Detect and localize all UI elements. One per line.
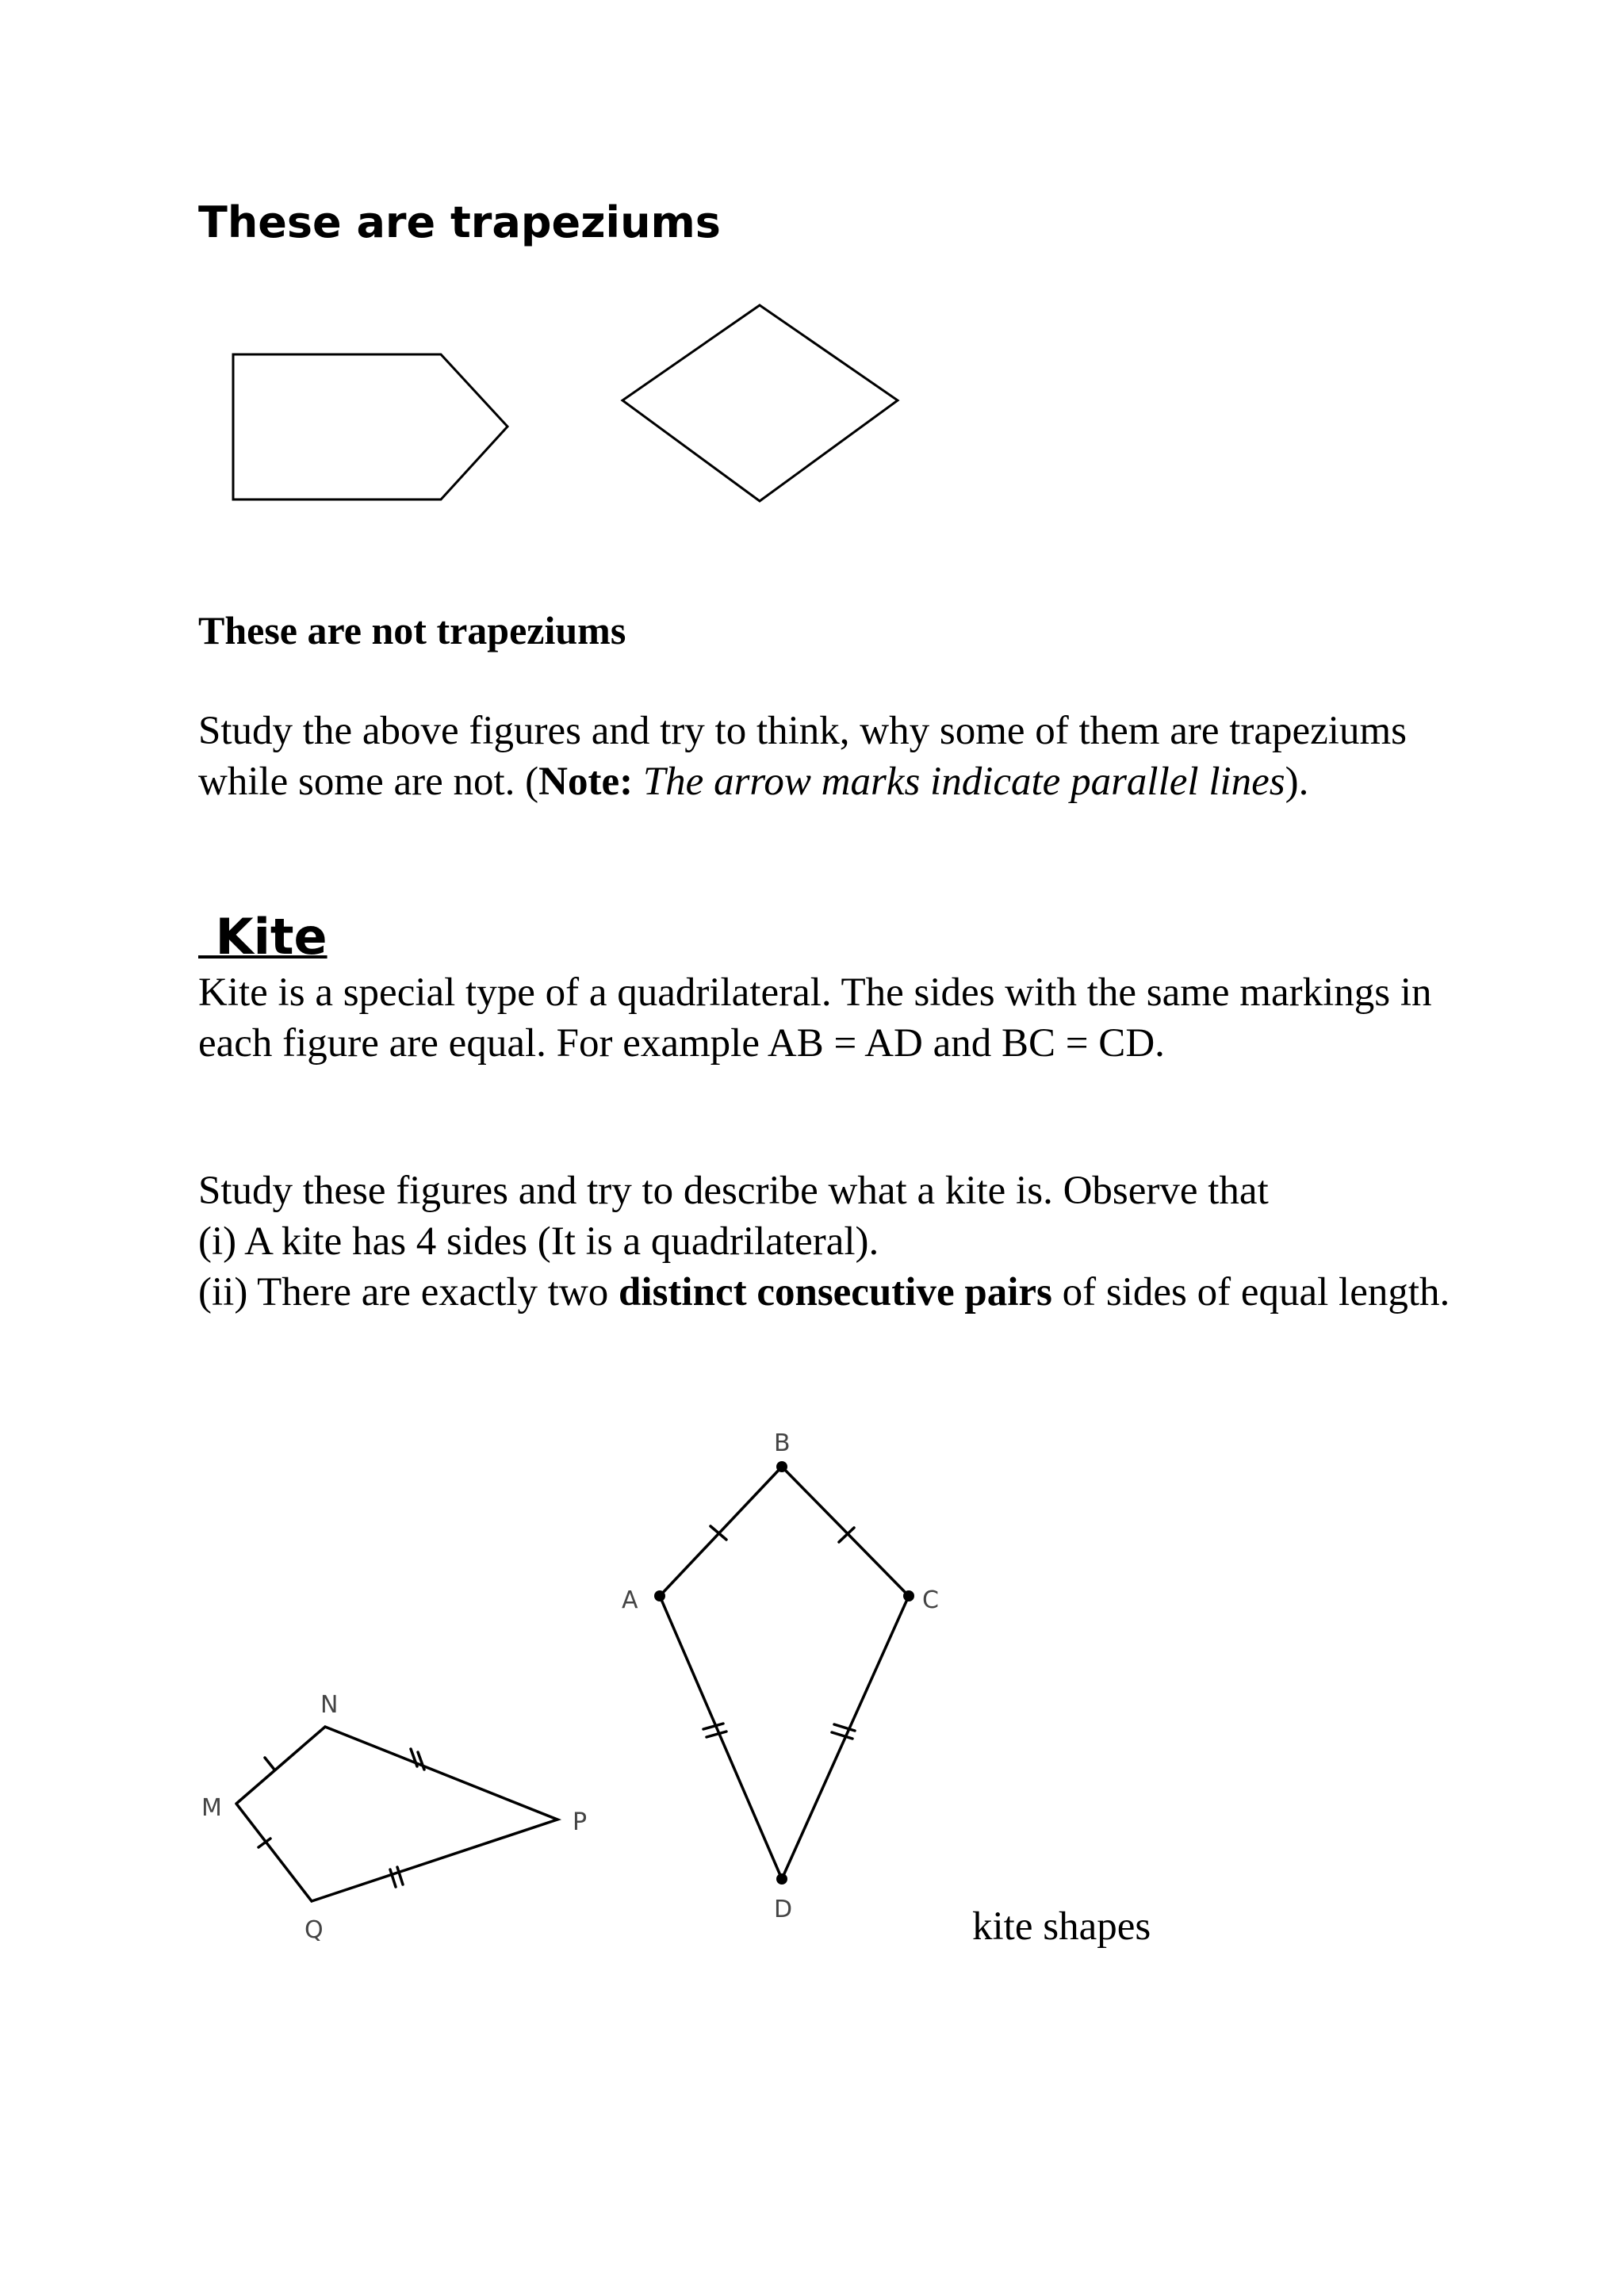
observe-item-2-before: (ii) There are exactly two (198, 1270, 619, 1314)
vertex-label-c: C (922, 1586, 939, 1614)
kite-mnpq (236, 1727, 557, 1901)
observe-item-2-bold: distinct consecutive pairs (619, 1270, 1052, 1314)
kite-heading: Kite (198, 908, 327, 966)
pentagon-shape (233, 354, 508, 499)
observe-intro: Study these figures and try to describe what a kite is. Observe that (198, 1169, 1269, 1213)
observe-item-2-after: of sides of equal length. (1051, 1270, 1450, 1314)
kite-figures (0, 1411, 1624, 1966)
observe-paragraph (198, 1165, 1451, 1318)
observe-item-1: (i) A kite has 4 sides (It is a quadrilateral). (198, 1219, 879, 1264)
trapezium-figures (0, 285, 1624, 523)
vertex-label-q: Q (304, 1916, 324, 1944)
study-text-before: Study the above figures and try to think, why some of them are trapeziums while some are not. ( (198, 709, 1407, 804)
kite-caption: kite shapes (972, 1904, 1151, 1949)
vertex-label-n: N (320, 1691, 339, 1719)
observe-item-2 (198, 1267, 1451, 1318)
trapeziums-heading: These are trapeziums (198, 197, 721, 247)
vertex-label-p: P (573, 1808, 588, 1836)
study-paragraph (198, 706, 1451, 807)
note-text: The arrow marks indicate parallel lines (633, 760, 1285, 804)
note-label: Note: (538, 760, 634, 804)
kite-paragraph: Kite is a special type of a quadrilateral. The sides with the same markings in each figure are equal. For example AB = AD and BC = CD. (198, 970, 1432, 1066)
vertex-label-d: D (774, 1896, 793, 1923)
rhombus-shape (622, 305, 898, 501)
vertex-label-a: A (622, 1586, 638, 1614)
not-trapeziums-heading: These are not trapeziums (198, 608, 626, 652)
vertex-label-m: M (201, 1794, 222, 1822)
study-text-after: ). (1285, 760, 1309, 804)
kite-abcd (660, 1467, 909, 1879)
vertex-label-b: B (774, 1429, 791, 1457)
